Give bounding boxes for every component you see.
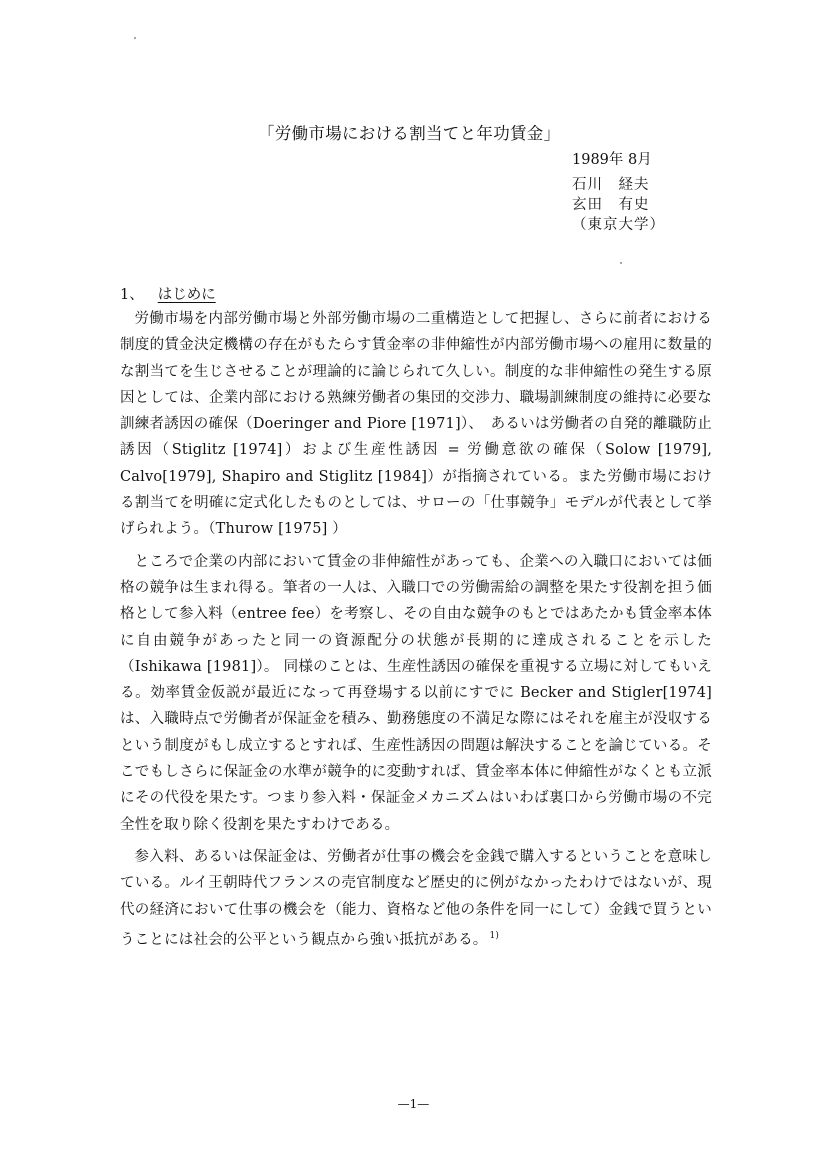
scan-speck [620, 262, 622, 264]
paper-meta [572, 150, 665, 235]
section-heading [120, 283, 216, 304]
paper-title: 「労働市場における割当てと年功賃金」 [258, 124, 561, 143]
body-text [120, 306, 712, 959]
author-name: 玄田 有史 [572, 197, 650, 213]
footnote-marker: 1) [489, 930, 500, 941]
paper-date: 1989年 8月 [572, 152, 652, 168]
paragraph: ところで企業の内部において賃金の非伸縮性があっても、企業への入職口においては価格の競争は生まれ得る。筆者の一人は、入職口での労働需給の調整を果たす役割を担う価格として参入料（entree fee）を考察し、その自由な競争のもとではあたかも賃金率本体に自由競争があったと同一の資源配分の状態が長期的に達成されることを示した（Ishikawa [1981]）。 同様のことは、生産性誘因の確保を重視する立場に対してもいえる。効率賃金仮説が最近になって再登場する以前にすでに Becker and Stigler[1974] は、入職時点で労働者が保証金を積み、勤務態度の不満足な際にはそれを雇主が没収するという制度がもし成立するとすれば、生産性誘因の問題は解決することを論じている。そこでもしさらに保証金の水準が競争的に変動すれば、賃金率本体に伸縮性がなくとも立派にその代役を果たす。つまり参入料・保証金メカニズムはいわば裏口から労働市場の不完全性を取り除く役割を果たすわけである。 [120, 553, 712, 833]
page-number: —1— [397, 1097, 430, 1111]
paragraph [120, 844, 712, 953]
author-name: 石川 経夫 [572, 177, 650, 193]
paragraph-text: 参入料、あるいは保証金は、労働者が仕事の機会を金銭で購入するということを意味している。ルイ王朝時代フランスの売官制度など歴史的に例がなかったわけではないが、現代の経済において仕事の機会を（能力、資格など他の条件を同一にして）金銭で買うということには社会的公平という観点から強い抵抗がある。 [120, 848, 712, 948]
paragraph: 労働市場を内部労働市場と外部労働市場の二重構造として把握し、さらに前者における制度的賃金決定機構の存在がもたらす賃金率の非伸縮性が内部労働市場への雇用に数量的な割当てを生じさせることが理論的に論じられて久しい。制度的な非伸縮性の発生する原因としては、企業内部における熟練労働者の集団的交渉力、職場訓練制度の維持に必要な訓練者誘因の確保（Doeringer and Piore [1971]）、 あるいは労働者の自発的離職防止誘因（Stiglitz [1974]）および生産性誘因 = 労働意欲の確保（Solow [1979], Calvo[1979], Shapiro and Stiglitz [1984]）が指摘されている。また労働市場における割当てを明確に定式化したものとしては、サローの「仕事競争」モデルが代表として挙げられよう。（Thurow [1975] ） [120, 311, 712, 538]
section-title: はじめに [157, 287, 216, 303]
author-affiliation: （東京大学） [572, 217, 665, 233]
scan-speck [134, 37, 136, 39]
section-number: 1、 [120, 287, 144, 303]
